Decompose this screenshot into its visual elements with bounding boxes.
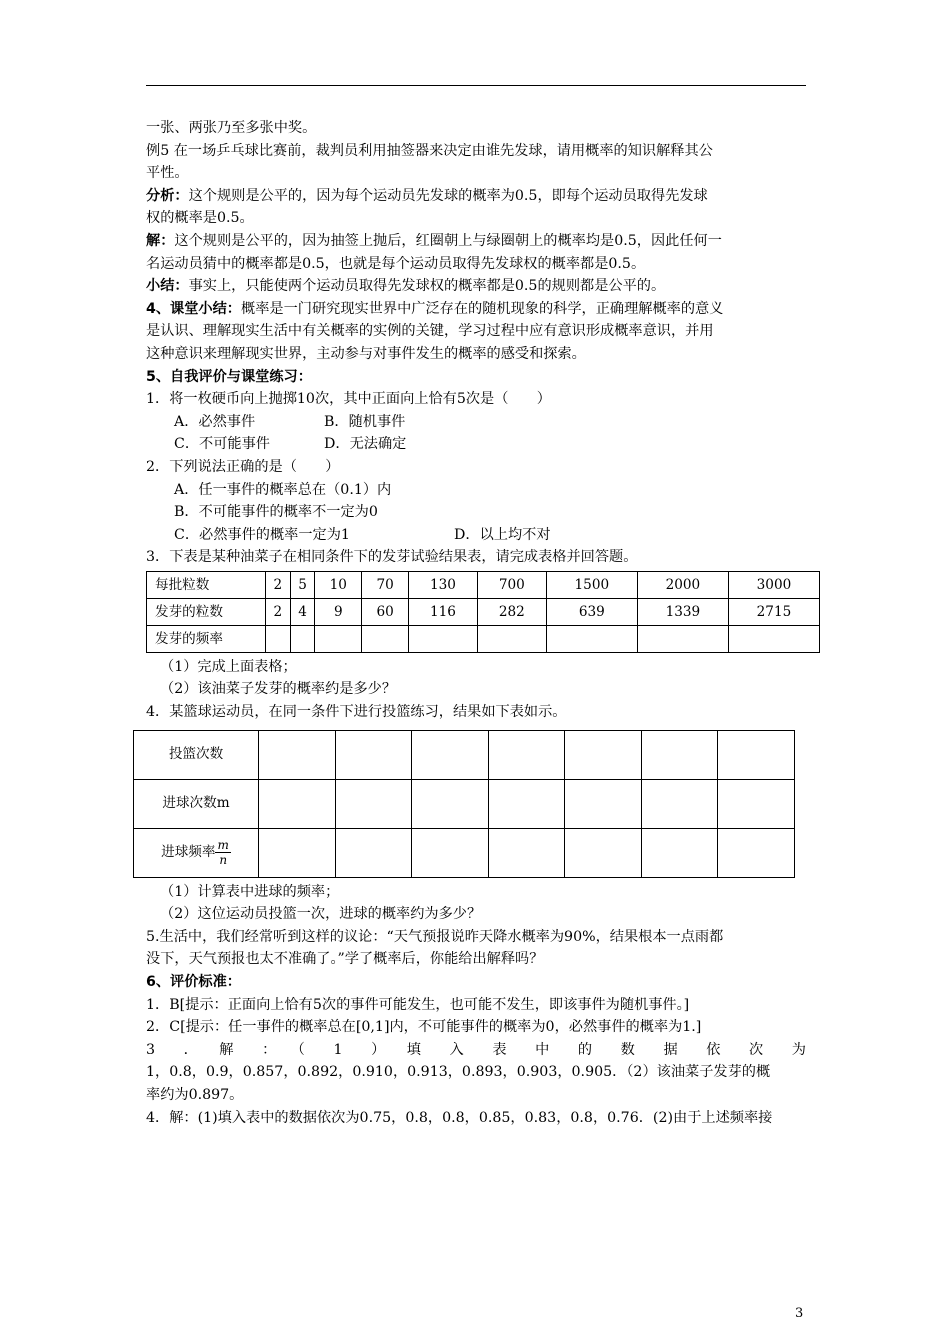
blank-cell bbox=[718, 779, 795, 828]
blank-cell bbox=[362, 625, 409, 652]
blank-cell bbox=[335, 779, 412, 828]
row-header: 进球次数m bbox=[134, 779, 259, 828]
table-cell: 10 bbox=[315, 571, 362, 598]
analysis-label: 分析： bbox=[146, 187, 189, 204]
blank-cell bbox=[412, 779, 489, 828]
option-a: A．必然事件 bbox=[174, 413, 256, 430]
blank-cell bbox=[477, 625, 546, 652]
table-cell: 3000 bbox=[728, 571, 819, 598]
blank-cell bbox=[259, 730, 336, 779]
blank-cell bbox=[565, 779, 642, 828]
table-cell: 70 bbox=[362, 571, 409, 598]
question-3-sub-1: （1）完成上面表格； bbox=[160, 658, 297, 675]
table-cell: 4 bbox=[290, 598, 315, 625]
blank-cell bbox=[728, 625, 819, 652]
table-cell: 2 bbox=[266, 598, 291, 625]
blank-cell bbox=[488, 828, 565, 877]
analysis-line bbox=[146, 185, 806, 208]
header-rule bbox=[146, 85, 806, 86]
page-content bbox=[146, 117, 806, 1129]
question-1: 1．将一枚硬币向上抛掷10次，其中正面向上恰有5次是（ ） bbox=[146, 391, 551, 408]
text-line: 平性。 bbox=[146, 165, 189, 182]
solution-label: 解： bbox=[146, 232, 175, 249]
question-2-option-a: A．任一事件的概率总在（0.1）内 bbox=[174, 481, 392, 498]
blank-cell bbox=[412, 730, 489, 779]
summary-label: 小结： bbox=[146, 278, 189, 295]
blank-cell bbox=[409, 625, 478, 652]
table-cell: 2000 bbox=[637, 571, 728, 598]
blank-cell bbox=[565, 730, 642, 779]
blank-cell bbox=[412, 828, 489, 877]
table-row bbox=[147, 625, 820, 652]
row-header: 投篮次数 bbox=[134, 730, 259, 779]
analysis-text: 这个规则是公平的，因为每个运动员先发球的概率为0.5，即每个运动员取得先发球 bbox=[188, 187, 708, 204]
table-cell: 116 bbox=[409, 598, 478, 625]
answer-3-line-2: 1，0.8，0.9，0.857，0.892，0.910，0.913，0.893，0.903，0.905．（2）该油菜子发芽的概 bbox=[146, 1064, 771, 1081]
table-cell: 700 bbox=[477, 571, 546, 598]
table-cell: 60 bbox=[362, 598, 409, 625]
section-5-heading: 5、自我评价与课堂练习： bbox=[146, 368, 312, 385]
table-row bbox=[134, 730, 795, 779]
answer-4: 4．解：(1)填入表中的数据依次为0.75，0.8，0.8，0.85，0.83，0.8，0.76．(2)由于上述频率接 bbox=[146, 1109, 773, 1126]
text-line: 一张、两张乃至多张中奖。 bbox=[146, 120, 317, 136]
table-cell: 130 bbox=[409, 571, 478, 598]
question-3: 3．下表是某种油菜子在相同条件下的发芽试验结果表，请完成表格并回答题。 bbox=[146, 549, 638, 566]
table-row bbox=[134, 779, 795, 828]
question-3-sub-2: （2）该油菜子发芽的概率约是多少？ bbox=[160, 681, 397, 698]
section-4-heading: 4、课堂小结： bbox=[146, 300, 241, 317]
blank-cell bbox=[315, 625, 362, 652]
table-cell: 9 bbox=[315, 598, 362, 625]
section-4-line bbox=[146, 298, 806, 321]
blank-cell bbox=[266, 625, 291, 652]
table-cell: 1500 bbox=[546, 571, 637, 598]
option-c: C．不可能事件 bbox=[174, 436, 270, 453]
table-cell: 2 bbox=[266, 571, 291, 598]
question-5-line-1: 5.生活中，我们经常听到这样的议论：“天气预报说昨天降水概率为90%，结果根本一点雨都 bbox=[146, 928, 724, 945]
fraction-numerator: m bbox=[217, 838, 229, 853]
blank-cell bbox=[335, 730, 412, 779]
answer-3-line-3: 率约为0.897。 bbox=[146, 1087, 244, 1103]
solution-text: 这个规则是公平的，因为抽签上抛后，红圈朝上与绿圈朝上的概率均是0.5，因此任何一 bbox=[174, 232, 722, 249]
text-line: 是认识、理解现实生活中有关概率的实例的关键，学习过程中应有意识形成概率意识，并用 bbox=[146, 323, 714, 340]
table-cell: 2715 bbox=[728, 598, 819, 625]
question-4-sub-2: （2）这位运动员投篮一次，进球的概率约为多少？ bbox=[160, 906, 482, 923]
blank-cell bbox=[637, 625, 728, 652]
option-d: D．无法确定 bbox=[324, 436, 407, 453]
example-5-line: 例5 在一场乒乓球比赛前，裁判员利用抽签器来决定由谁先发球，请用概率的知识解释其公 bbox=[146, 142, 713, 159]
blank-cell bbox=[335, 828, 412, 877]
row-header: 发芽的粒数 bbox=[147, 598, 266, 625]
blank-cell bbox=[565, 828, 642, 877]
fraction-m-over-n bbox=[215, 838, 230, 867]
question-2: 2．下列说法正确的是（ ） bbox=[146, 458, 340, 475]
answer-2: 2．C[提示：任一事件的概率总在[0,1]内，不可能事件的概率为0，必然事件的概率为1.] bbox=[146, 1019, 702, 1036]
question-2-options-row bbox=[146, 524, 806, 547]
row-header: 每批粒数 bbox=[147, 571, 266, 598]
blank-cell bbox=[641, 779, 718, 828]
text-line: 这种意识来理解现实世界，主动参与对事件发生的概率的感受和探索。 bbox=[146, 345, 586, 362]
summary-line bbox=[146, 275, 806, 298]
table-row bbox=[147, 571, 820, 598]
page-number: 3 bbox=[795, 1306, 804, 1321]
blank-cell bbox=[641, 828, 718, 877]
blank-cell bbox=[718, 730, 795, 779]
blank-cell bbox=[259, 828, 336, 877]
blank-cell bbox=[488, 730, 565, 779]
row-header bbox=[134, 828, 259, 877]
table-cell: 282 bbox=[477, 598, 546, 625]
question-1-options-row-2 bbox=[146, 433, 806, 456]
option-d: D．以上均不对 bbox=[454, 526, 551, 543]
question-4-sub-1: （1）计算表中进球的频率； bbox=[160, 883, 340, 900]
answer-1: 1．B[提示：正面向上恰有5次的事件可能发生，也可能不发生，即该事件为随机事件。] bbox=[146, 996, 690, 1013]
blank-cell bbox=[546, 625, 637, 652]
table-cell: 5 bbox=[290, 571, 315, 598]
row-header-label: 进球频率 bbox=[161, 844, 216, 861]
section-6-heading: 6、评价标准： bbox=[146, 974, 241, 991]
blank-cell bbox=[641, 730, 718, 779]
shooting-table bbox=[133, 730, 795, 878]
question-4: 4．某篮球运动员，在同一条件下进行投篮练习，结果如下表如示。 bbox=[146, 704, 567, 721]
option-c: C．必然事件的概率一定为1 bbox=[174, 526, 350, 543]
text-line: 名运动员猜中的概率都是0.5，也就是每个运动员取得先发球权的概率都是0.5。 bbox=[146, 255, 646, 272]
section-4-text: 概率是一门研究现实世界中广泛存在的随机现象的科学，正确理解概率的意义 bbox=[241, 300, 724, 317]
blank-cell bbox=[290, 625, 315, 652]
option-b: B．随机事件 bbox=[324, 413, 406, 430]
solution-line bbox=[146, 230, 806, 253]
summary-text: 事实上，只能使两个运动员取得先发球权的概率都是0.5的规则都是公平的。 bbox=[188, 278, 666, 295]
germination-table bbox=[146, 571, 820, 653]
question-5-line-2: 没下，天气预报也太不准确了。”学了概率后，你能给出解释吗？ bbox=[146, 951, 544, 968]
table-row bbox=[147, 598, 820, 625]
answer-3-line-1: 3 ． 解 ： （ 1 ） 填 入 表 中 的 数 据 依 次 为 bbox=[146, 1041, 806, 1058]
table-cell: 1339 bbox=[637, 598, 728, 625]
text-line: 权的概率是0.5。 bbox=[146, 210, 254, 227]
table-cell: 639 bbox=[546, 598, 637, 625]
blank-cell bbox=[718, 828, 795, 877]
blank-cell bbox=[488, 779, 565, 828]
blank-cell bbox=[259, 779, 336, 828]
question-1-options-row-1 bbox=[146, 411, 806, 434]
fraction-denominator: n bbox=[219, 853, 228, 868]
question-2-option-b: B．不可能事件的概率不一定为0 bbox=[174, 504, 378, 521]
row-header: 发芽的频率 bbox=[147, 625, 266, 652]
table-row bbox=[134, 828, 795, 877]
